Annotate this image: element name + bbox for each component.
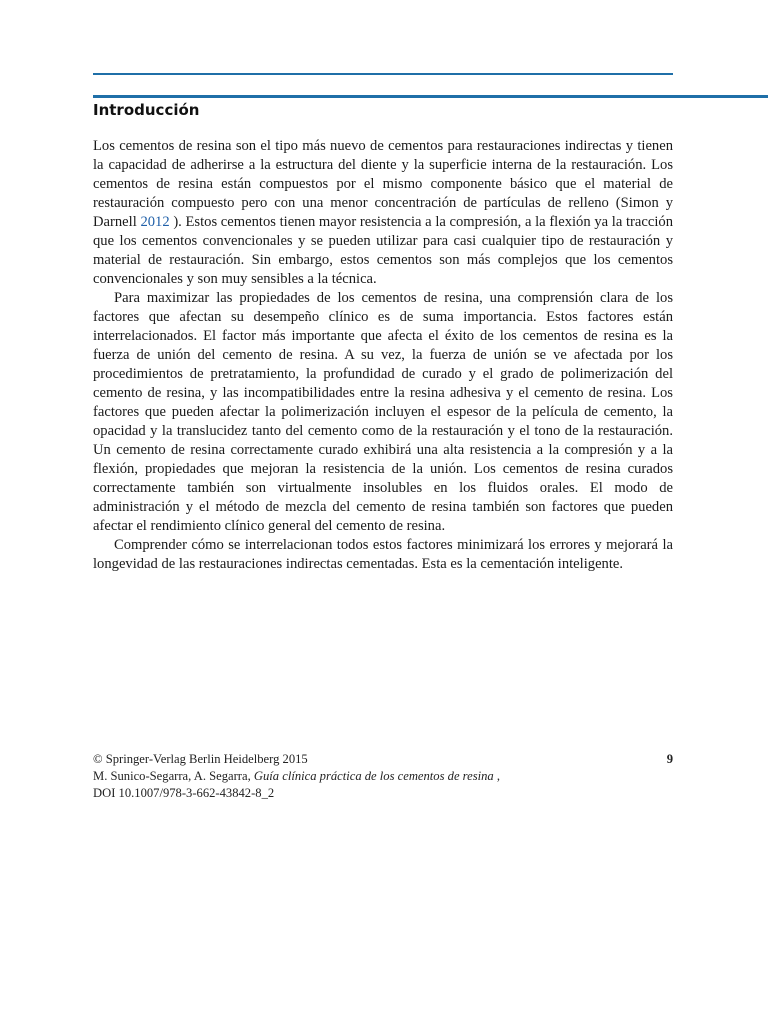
paragraph-1-text-start: Los cementos de resina son el tipo más nuevo de cementos para restauraciones indirectas y tienen la capacidad de adherirse a la estructura del diente y la superficie interna de la restauración. Los cementos de resina están compuestos por el mismo componente básico que el material de restauración compuesto pero con una menor concentración de partículas de relleno (Simon y Darnell <box>93 138 673 230</box>
body-text <box>93 137 673 574</box>
book-title: Guía clínica práctica de los cementos de resina <box>253 769 494 783</box>
top-rule <box>93 73 673 75</box>
citation-link[interactable]: 2012 <box>140 214 170 230</box>
page-number: 9 <box>666 752 673 766</box>
paragraph-3: Comprender cómo se interrelacionan todos estos factores minimizará los errores y mejorará la longevidad de las restauraciones indirectas cementadas. Esta es la cementación inteligente. <box>93 537 673 572</box>
copyright-line: © Springer-Verlag Berlin Heidelberg 2015 <box>93 752 308 766</box>
paragraph-1 <box>93 137 673 289</box>
authors: M. Sunico-Segarra, A. Segarra, <box>93 769 254 783</box>
page-footer <box>93 751 673 802</box>
section-title: Introducción <box>93 101 200 119</box>
citation-line <box>93 768 673 785</box>
paragraph-2: Para maximizar las propiedades de los cementos de resina, una comprensión clara de los factores que afectan su desempeño clínico es de suma importancia. Estos factores están interrelacionados. El factor más importante que afecta el éxito de los cementos de resina es la fuerza de unión del cemento de resina. A su vez, la fuerza de unión se ve afectada por los procedimientos de pretratamiento, la profundidad de curado y el grado de polimerización del cemento de resina, y las incompatibilidades entre la resina adhesiva y el cemento de resina. Los factores que pueden afectar la polimerización incluyen el espesor de la película de cemento, la opacidad y la translucidez tanto del cemento como de la restauración y el tono de la restauración. Un cemento de resina correctamente curado exhibirá una alta resistencia a la compresión y a la flexión, propiedades que mejoran la resistencia de la unión. Los cementos de resina curados correctamente también son virtualmente insolubles en los fluidos orales. El modo de administración y el método de mezcla del cemento de resina también son factores que pueden afectar el rendimiento clínico general del cemento de resina. <box>93 290 673 534</box>
paragraph-1-text-end: ). Estos cementos tienen mayor resistencia a la compresión, a la flexión ya la tracción que los cementos convencionales y se pueden utilizar para casi cualquier tipo de restauración y material de restauración. Sin embargo, estos cementos son más complejos que los cementos convencionales y son muy sensibles a la técnica. <box>93 214 673 287</box>
section-rule <box>93 95 768 98</box>
doi-line: DOI 10.1007/978-3-662-43842-8_2 <box>93 786 275 800</box>
title-suffix: , <box>493 769 500 783</box>
